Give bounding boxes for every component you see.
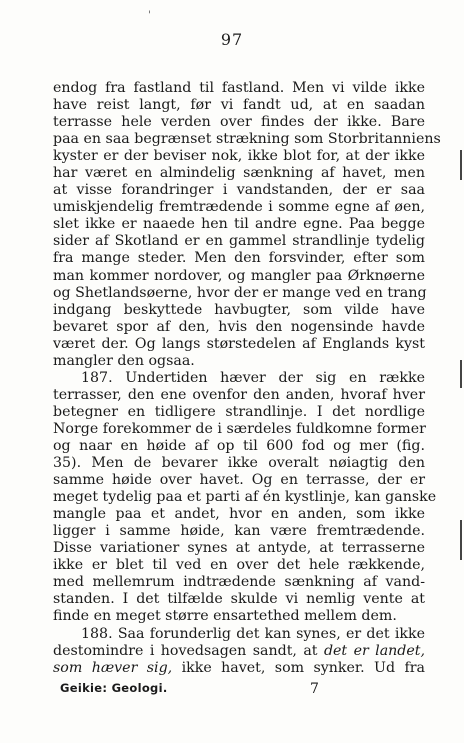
paragraph-end-line: finde en meget større ensartethed mellem dem. — [53, 608, 397, 625]
text-line: og naar en høide af op til 600 fod og mer (fig. — [53, 437, 425, 454]
text-line: 35). Men de bevarer ikke overalt nøiagtig den — [53, 455, 425, 472]
text-line: meget tydelig paa et parti af én kystlinje, kan ganske — [53, 489, 437, 506]
text-line: betegner en tidligere strandlinje. I det nordlige — [53, 403, 425, 420]
text-line: med mellemrum indtrædende sænkning af vand- — [53, 574, 425, 591]
paragraph-start-187: 187. Undertiden hæver der sig en række — [81, 369, 425, 386]
running-footer: Geikie: Geologi. — [60, 681, 168, 695]
text-line: terrasser, den ene ovenfor den anden, hvoraf hver — [53, 386, 425, 403]
text-line: at visse forandringer i vandstanden, der er saa — [53, 182, 425, 199]
paragraph-start-188: 188. Saa forunderlig det kan synes, er det ikke — [81, 625, 425, 642]
page-edge-mark — [460, 520, 462, 560]
page-edge-mark — [460, 150, 462, 180]
text-line: kyster er der beviser nok, ikke blot for, at der ikke — [53, 148, 425, 165]
text-line: endog fra fastland til fastland. Men vi vilde ikke — [53, 80, 425, 96]
text-line: ikke er blet til ved en over det hele rækkende, — [53, 557, 425, 574]
text-line: ligger i samme høide, kan være fremtrædende. — [53, 523, 425, 540]
emphasis-text: som hæver sig, — [53, 659, 173, 676]
paragraph-end-line: mangler den ogsaa. — [53, 352, 195, 369]
text-line: sider af Skotland er en gammel strandlinje tydelig — [53, 233, 425, 250]
text-line: været der. Og langs størstedelen af Englands kyst — [53, 335, 425, 352]
page-edge-mark — [460, 360, 462, 388]
text-line: Disse variationer synes at antyde, at terrasserne — [53, 540, 425, 557]
page-number: 97 — [220, 30, 244, 49]
text-line: have reist langt, før vi fandt ud, at en saadan — [53, 97, 425, 114]
text-line: standen. I det tilfælde skulde vi nemlig vente at — [53, 591, 425, 608]
text-line: man kommer nordover, og mangler paa Ørknøerne — [53, 267, 425, 284]
text-line-with-emphasis — [53, 660, 425, 677]
text-line: har været en almindelig sænkning af havet, men — [53, 165, 425, 182]
emphasis-text: det er landet, — [323, 642, 425, 659]
text-line: terrasse hele verden over findes der ikke. Bare — [53, 114, 425, 131]
text-line: fra mange steder. Men den forsvinder, efter som — [53, 250, 425, 267]
print-speck: ' — [148, 10, 151, 21]
text-line: umiskjendelig fremtrædende i somme egne af øen, — [53, 199, 425, 216]
text-fragment: ikke havet, som synker. Ud fra — [181, 659, 425, 676]
text-line-with-emphasis — [53, 643, 425, 660]
text-line: indgang beskyttede havbugter, som vilde have — [53, 301, 425, 318]
text-line: bevaret spor af den, hvis den nogensinde havde — [53, 318, 425, 335]
text-line: samme høide over havet. Og en terrasse, der er — [53, 472, 425, 489]
text-fragment: destomindre i hovedsagen sandt, at — [53, 642, 318, 659]
text-line: paa en saa begrænset strækning som Storbritanniens — [53, 131, 441, 148]
text-line: mangle paa et andet, hvor en anden, som ikke — [53, 506, 425, 523]
text-line: slet ikke er naaede hen til andre egne. Paa begge — [53, 216, 425, 233]
signature-mark: 7 — [310, 681, 319, 697]
text-line: Norge forekommer de i særdeles fuldkomne former — [53, 420, 426, 437]
text-line: og Shetlandsøerne, hvor der er mange ved en trang — [53, 284, 427, 301]
body-text — [53, 80, 441, 677]
